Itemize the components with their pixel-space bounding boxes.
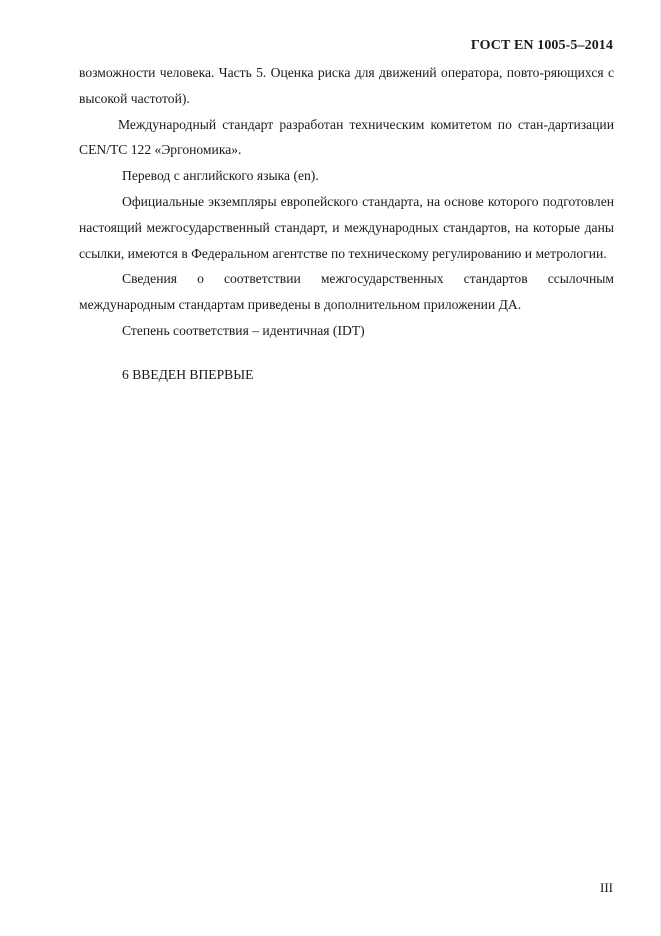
- paragraph-official-copies: Официальные экземпляры европейского стандарта, на основе которого подготовлен настоящий межгосударственный стандарт, и международных стандартов, на которые даны ссылки, имеются в Федеральном агентстве по техническому регулированию и метрологии.: [79, 193, 614, 261]
- paragraph-developer: Международный стандарт разработан техническим комитетом по стан-дартизации CEN/TC 122 «Эргономика».: [79, 116, 614, 158]
- page-body: [79, 60, 614, 388]
- section-introduced-first: 6 ВВЕДЕН ВПЕРВЫЕ: [122, 366, 254, 382]
- document-code-header: ГОСТ EN 1005-5–2014: [470, 38, 613, 53]
- paragraph-conformity-info: Сведения о соответствии межгосударственных стандартов ссылочным международным стандартам приведены в дополнительном приложении ДА.: [79, 271, 614, 313]
- page-number: III: [600, 880, 613, 895]
- paragraph-translation: Перевод с английского языка (en).: [122, 168, 319, 184]
- paragraph-continuation: возможности человека. Часть 5. Оценка риска для движений оператора, повто-ряющихся с высокой частотой).: [79, 65, 614, 106]
- paragraph-conformity-degree: Степень соответствия – идентичная (IDT): [122, 322, 365, 338]
